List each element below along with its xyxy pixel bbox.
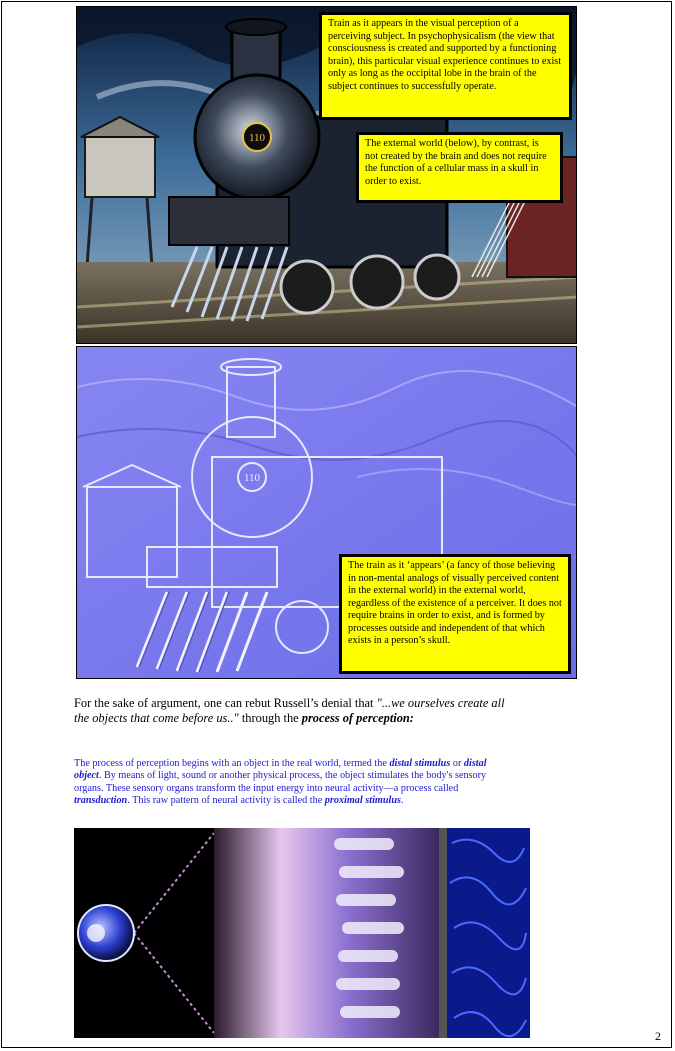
- term-transduction: transduction: [74, 794, 128, 806]
- term-distal-stimulus: distal stimulus: [389, 758, 451, 769]
- perception-description: [74, 758, 514, 807]
- page-number: 2: [655, 1029, 661, 1043]
- eye-neural-illustration: [74, 828, 530, 1038]
- desc-text-5: .: [400, 794, 404, 806]
- desc-text-3: . By means of light, sound or another physical process, the object stimulates the body's sensory organs. These sensory organs transform the input energy into neural activity—a process called: [74, 770, 487, 794]
- caption-perceived-train: Train as it appears in the visual perception of a perceiving subject. In psychophysicalism (the view that consciousness is created and supported by a functioning brain), this particular visual experience continues to exist only as long as the occipital lobe in the brain of the subject continues to successfully operate.: [319, 12, 572, 120]
- russell-quote: "...we ourselves create all the objects that come before us..": [74, 696, 505, 725]
- caption-external-world: The external world (below), by contrast, is not created by the brain and does not require the function of a cellular mass in a skull in order to exist.: [356, 132, 563, 203]
- caption-train-appears: The train as it ‘appears’ (a fancy of those believing in non-mental analogs of visually perceived content in the external world) in the external world, regardless of the existence of a perceiver. It does not require brains in order to exist, and is formed by processes outside and independent of that which exists in a person’s skull.: [339, 554, 571, 674]
- intro-paragraph: [74, 696, 514, 725]
- svg-text:110: 110: [243, 472, 261, 484]
- intro-mid: through the: [238, 710, 302, 725]
- desc-text-4: . This raw pattern of neural activity is called the: [127, 794, 325, 806]
- intro-lead: For the sake of argument, one can rebut Russell’s denial that: [74, 696, 377, 710]
- desc-text-1: The process of perception begins with an object in the real world, termed the: [74, 758, 390, 769]
- term-distal-object: distal object: [74, 758, 487, 782]
- desc-text-2: or: [450, 758, 464, 769]
- intro-emphasis: process of perception:: [301, 710, 414, 725]
- term-proximal-stimulus: proximal stimulus: [324, 794, 401, 806]
- svg-text:110: 110: [248, 132, 266, 144]
